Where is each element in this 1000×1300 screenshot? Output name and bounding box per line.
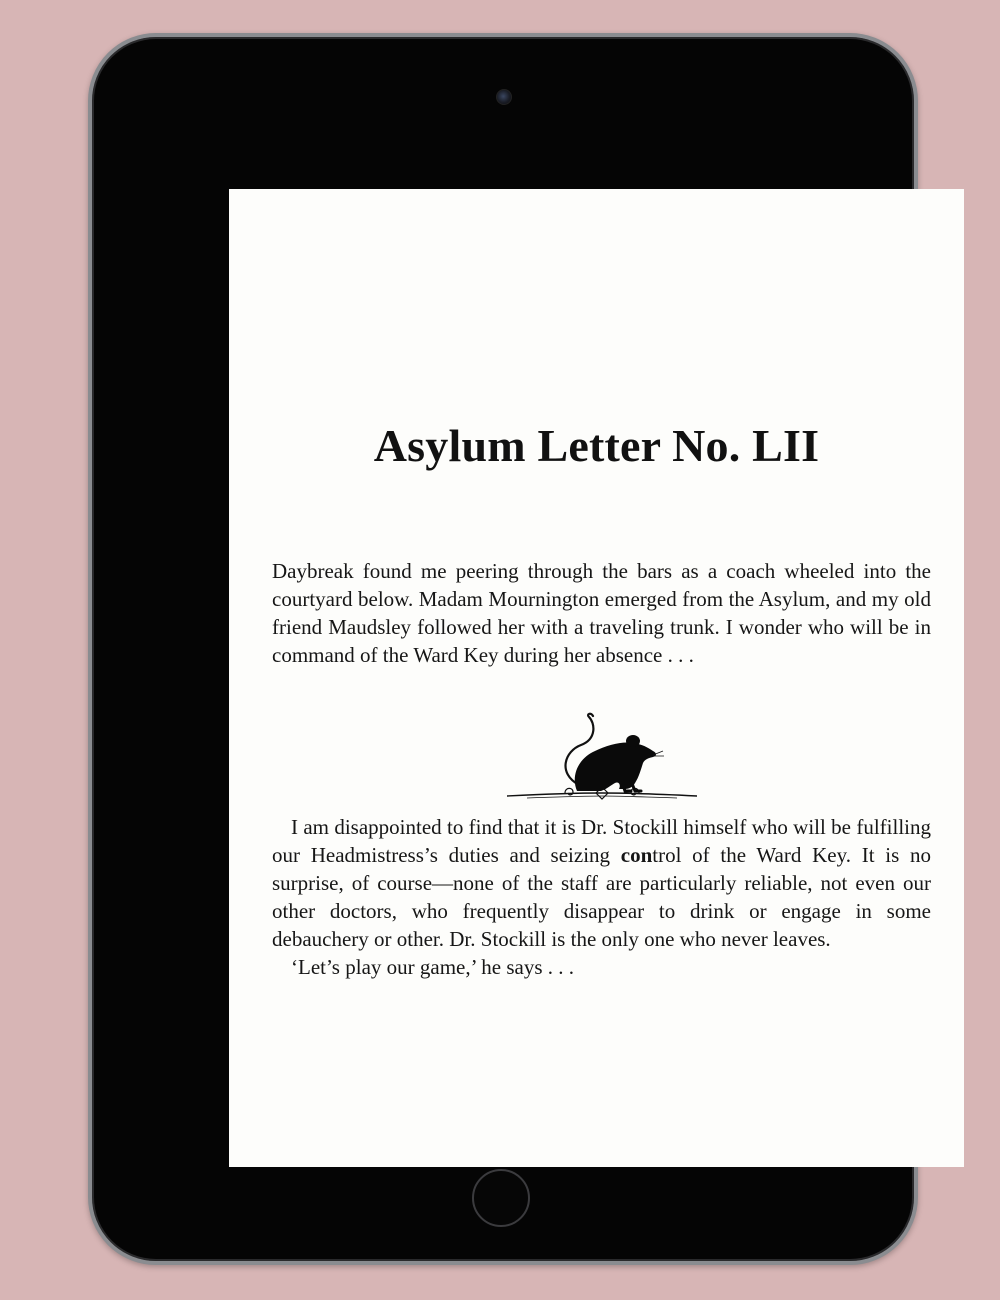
paragraph-2-text-end: trol of the Ward Key. It is no surprise, of course—none of the staff are particularly reliable, not even our other doctors, who frequently disappear to drink or engage in some debauchery or other. Dr. Stockill is the only one who never leaves.: [272, 843, 932, 951]
page-title: Asylum Letter No. LII: [373, 420, 820, 471]
paragraph-1-text: Daybreak found me peering through the bars as a coach wheeled into the courtyard below. Madam Mournington emerged from the Asylum, and my old friend Maudsley followed her with a traveling trunk. I wonder who will be in command of the Ward Key during her absence . . .: [272, 559, 931, 667]
front-camera-icon: [496, 89, 512, 105]
paragraph-3-text: ‘Let’s play our game,’ he says . . .: [291, 955, 575, 979]
paragraph-1: [272, 557, 931, 669]
paragraph-2: [272, 813, 931, 981]
tablet-device: [88, 33, 932, 1265]
paragraph-2-text: [272, 813, 931, 953]
rat-silhouette-icon: [507, 711, 697, 803]
home-button[interactable]: [472, 1169, 530, 1227]
paragraph-2-bold-fragment: con: [620, 843, 653, 867]
reader-screen[interactable]: [229, 189, 964, 1167]
paragraph-2-text-start: I am disappointed to find that it is Dr. Stockill himself who will be fulfilling our Headmistress’s duties and seizing: [272, 815, 931, 867]
